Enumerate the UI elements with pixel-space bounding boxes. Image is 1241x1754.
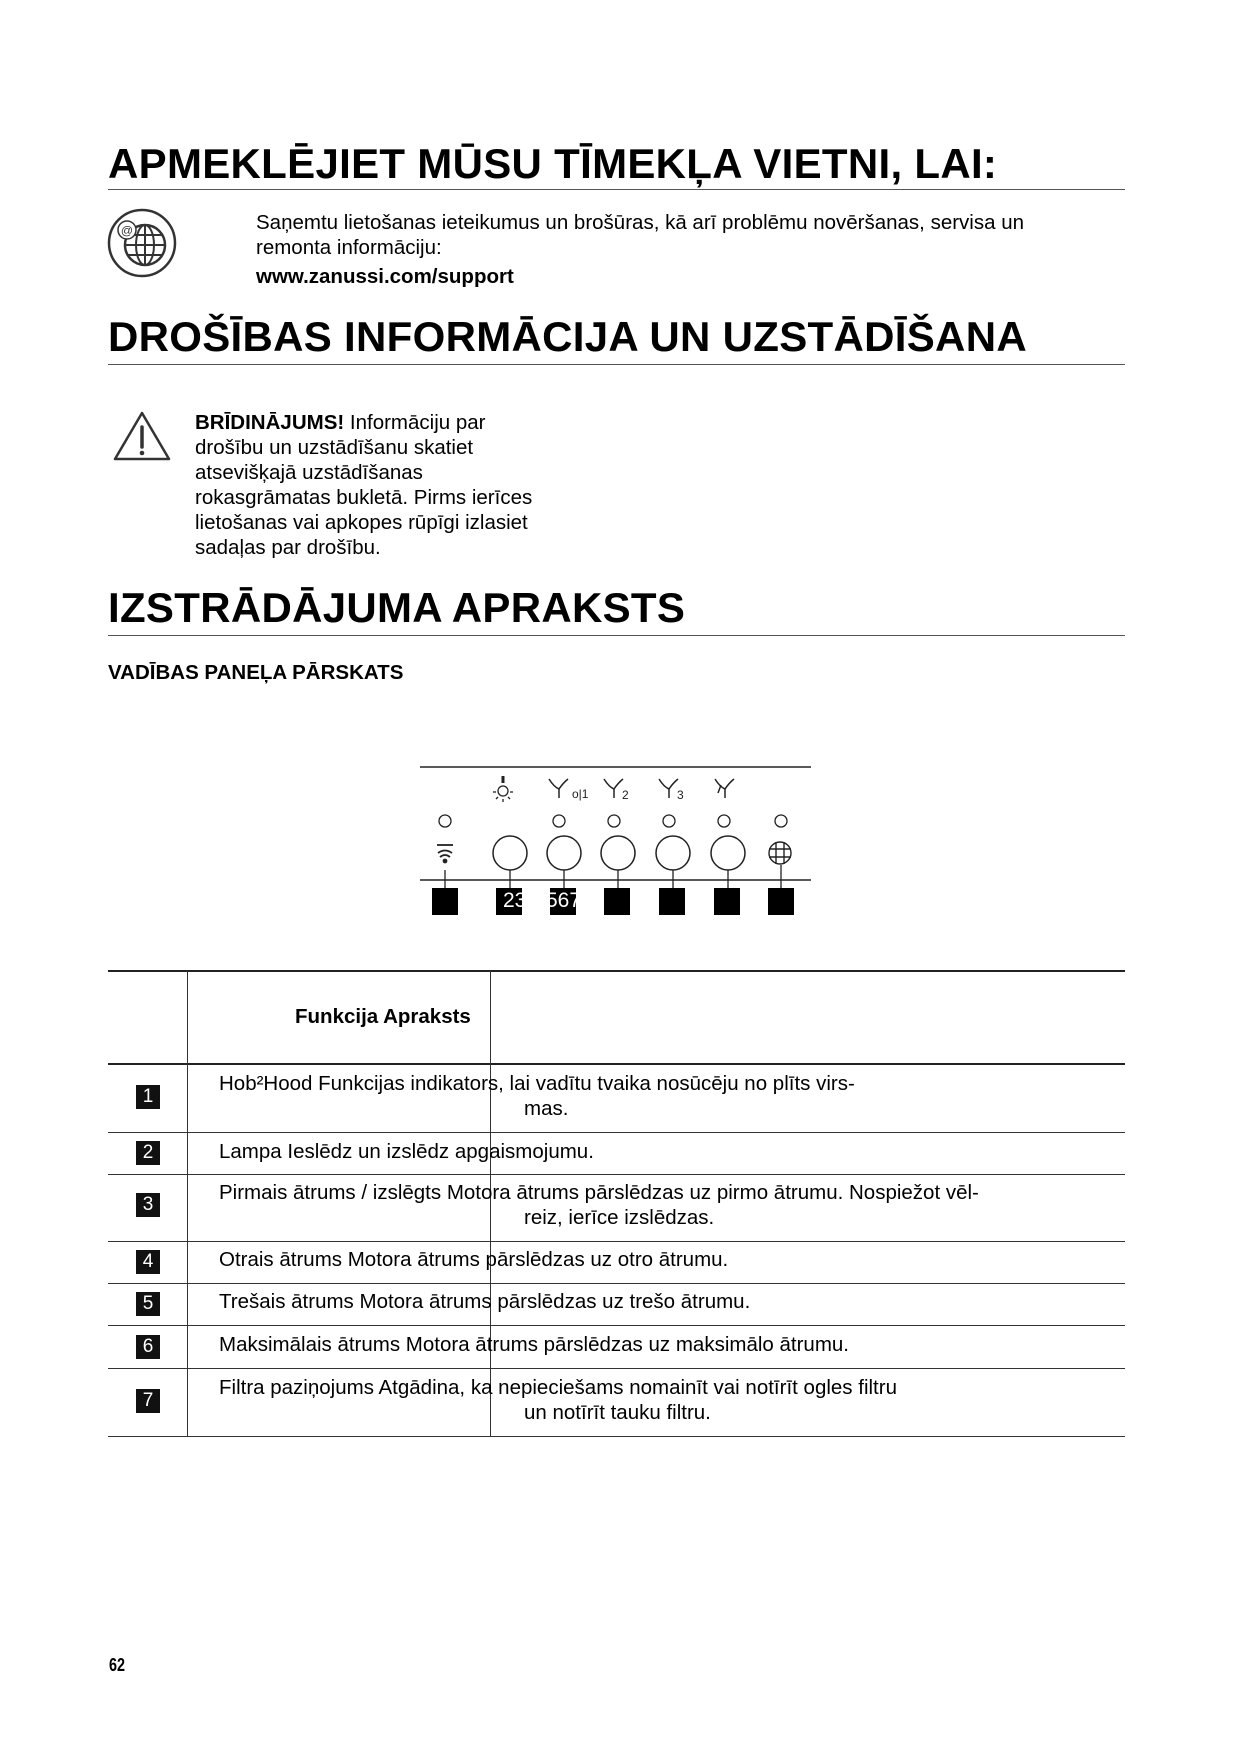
row-text: Trešais ātrums Motora ātrums pārslēdzas uz trešo ātrumu. xyxy=(219,1290,751,1313)
title-rule xyxy=(108,635,1125,636)
support-text-line1: Saņemtu lietošanas ieteikumus un brošūras, kā arī problēmu novēršanas, servisa un xyxy=(256,211,1025,234)
svg-text:2: 2 xyxy=(622,788,629,802)
section-title-product: IZSTRĀDĀJUMA APRAKSTS xyxy=(108,584,686,631)
table-row-rule xyxy=(108,1132,1125,1133)
table-row-rule xyxy=(108,1174,1125,1175)
led-filter xyxy=(775,815,787,827)
row-text: Lampa Ieslēdz un izslēdz apgaismojumu. xyxy=(219,1140,594,1163)
panel-marker-7 xyxy=(768,888,794,915)
warning-label: BRĪDINĀJUMS! xyxy=(195,411,345,434)
row-number: 5 xyxy=(136,1292,160,1316)
support-link[interactable]: www.zanussi.com/support xyxy=(256,265,514,288)
led-speed2 xyxy=(608,815,620,827)
table-col-rule xyxy=(187,970,188,1436)
panel-marker-5 xyxy=(659,888,685,915)
led-hob2hood xyxy=(439,815,451,827)
lamp-button xyxy=(493,836,527,870)
subtitle-control-panel: VADĪBAS PANEĻA PĀRSKATS xyxy=(108,661,404,684)
row-text: Otrais ātrums Motora ātrums pārslēdzas uz otro ātrumu. xyxy=(219,1248,729,1271)
led-speed1 xyxy=(553,815,565,827)
page-number: 62 xyxy=(109,1655,126,1675)
warning-text: atsevišķajā uzstādīšanas xyxy=(195,461,423,484)
svg-text:o|1: o|1 xyxy=(572,787,589,801)
table-row-rule xyxy=(108,1241,1125,1242)
row-text: Pirmais ātrums / izslēgts Motora ātrums pārslēdzas uz pirmo ātrumu. Nospiežot vēl- xyxy=(219,1181,979,1204)
fan-max-icon xyxy=(715,779,734,798)
table-header-rule xyxy=(108,1063,1125,1065)
row-text: Filtra paziņojums Atgādina, ka nepieciešams nomainīt vai notīrīt ogles filtru xyxy=(219,1376,897,1399)
table-header: Funkcija Apraksts xyxy=(295,1005,471,1028)
table-row-rule xyxy=(108,1325,1125,1326)
warning-text: drošību un uzstādīšanu skatiet xyxy=(195,436,474,459)
led-speed3 xyxy=(663,815,675,827)
panel-marker-6 xyxy=(714,888,740,915)
table-bottom-rule xyxy=(108,1436,1125,1437)
row-number: 1 xyxy=(136,1085,160,1109)
title-rule xyxy=(108,189,1125,190)
lamp-icon xyxy=(493,776,513,802)
row-text-cont: un notīrīt tauku filtru. xyxy=(524,1401,711,1424)
fan-speed-2-icon xyxy=(604,779,629,802)
speed-3-button xyxy=(656,836,690,870)
warning-text: lietošanas vai apkopes rūpīgi izlasiet xyxy=(195,511,528,534)
warning-text: rokasgrāmatas bukletā. Pirms ierīces xyxy=(195,486,533,509)
panel-marker-1 xyxy=(432,888,458,915)
svg-text:3: 3 xyxy=(677,788,684,802)
section-title-website: APMEKLĒJIET MŪSU TĪMEKĻA VIETNI, LAI: xyxy=(108,140,998,187)
row-text: Hob²Hood Funkcijas indikators, lai vadītu tvaika nosūcēju no plīts virs- xyxy=(219,1072,855,1095)
svg-text:@: @ xyxy=(120,223,134,238)
row-number: 3 xyxy=(136,1193,160,1217)
panel-marker-4 xyxy=(604,888,630,915)
row-text: Maksimālais ātrums Motora ātrums pārslēdzas uz maksimālo ātrumu. xyxy=(219,1333,849,1356)
filter-grid-icon xyxy=(769,842,791,864)
speed-2-button xyxy=(601,836,635,870)
row-number: 6 xyxy=(136,1335,160,1359)
fan-speed-3-icon xyxy=(659,779,684,802)
hob2hood-icon xyxy=(437,845,453,863)
warning-triangle-icon xyxy=(112,410,172,462)
speed-max-button xyxy=(711,836,745,870)
row-number: 4 xyxy=(136,1250,160,1274)
table-row-rule xyxy=(108,1283,1125,1284)
globe-at-icon xyxy=(107,208,177,278)
warning-text: Informāciju par xyxy=(344,411,486,434)
panel-marker-label-23: 23 xyxy=(503,889,527,912)
row-text-cont: mas. xyxy=(524,1097,569,1120)
led-speed-max xyxy=(718,815,730,827)
row-number: 2 xyxy=(136,1141,160,1165)
title-rule xyxy=(108,364,1125,365)
panel-marker-label-567: 567 xyxy=(546,889,582,912)
row-number: 7 xyxy=(136,1389,160,1413)
warning-text: sadaļas par drošību. xyxy=(195,536,381,559)
fan-speed-0-1-icon xyxy=(549,779,589,801)
speed-1-button xyxy=(547,836,581,870)
support-text-line2: remonta informāciju: xyxy=(256,236,442,259)
table-row-rule xyxy=(108,1368,1125,1369)
section-title-safety: DROŠĪBAS INFORMĀCIJA UN UZSTĀDĪŠANA xyxy=(108,313,1027,360)
table-top-rule xyxy=(108,970,1125,972)
row-text-cont: reiz, ierīce izslēdzas. xyxy=(524,1206,715,1229)
